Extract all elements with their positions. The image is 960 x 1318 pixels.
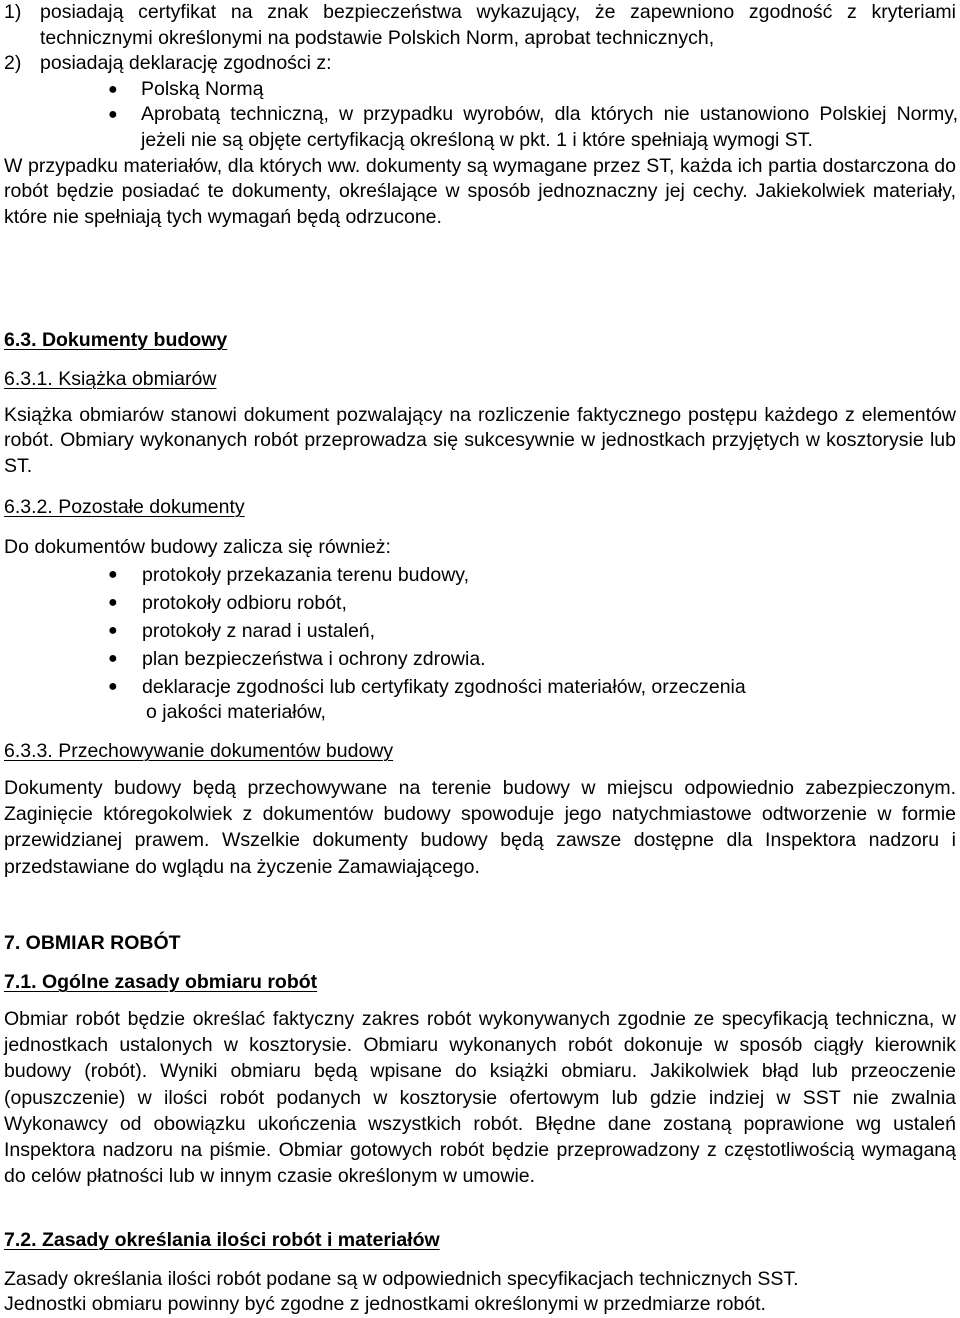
bullet-icon: ●: [108, 622, 118, 639]
list-item-text: posiadają deklarację zgodności z:: [40, 52, 332, 75]
bullet-icon: ●: [108, 106, 118, 124]
bullet-item: [4, 591, 956, 615]
list-number: 1): [4, 1, 22, 23]
section-heading-7-1: 7.1. Ogólne zasady obmiaru robót: [4, 971, 318, 993]
bullet-icon: ●: [108, 80, 118, 98]
paragraph: Do dokumentów budowy zalicza się również:: [4, 536, 391, 558]
bullet-text: plan bezpieczeństwa i ochrony zdrowia.: [142, 648, 486, 670]
chapter-heading-7: 7. OBMIAR ROBÓT: [4, 932, 181, 954]
bullet-text: protokoły przekazania terenu budowy,: [142, 564, 469, 586]
bullet-text-continued: o jakości materiałów,: [146, 701, 326, 723]
list-item-2: [4, 51, 956, 77]
bullet-item: [4, 563, 956, 587]
bullet-item: [4, 647, 956, 671]
paragraph: Obmiar robót będzie określać faktyczny zakres robót wykonywanych zgodnie ze specyfikacją techniczna, w jednostkach ustalonych w kosztorysie. Obmiaru wykonanych robót dokonuje w sposób ciągły kierownik budowy (robót). Wyniki obmiaru będą wpisane do książki obmiaru. Jakikolwiek błąd lub przeoczenie (opuszczenie) w ilości robót podanych w kosztorysie ofertowym lub gdzie indziej w SST nie zwalnia Wykonawcy od obowiązku ukończenia wszystkich robót. Błędne dane zostaną poprawione wg ustaleń Inspektora nadzoru na piśmie. Obmiar gotowych robót będzie przeprowadzony z częstotliwością wymaganą do celów płatności lub w innym czasie określonym w umowie.: [4, 1008, 956, 1188]
bullet-icon: ●: [108, 650, 118, 667]
bullet-icon: ●: [108, 678, 118, 695]
paragraph-line: Zasady określania ilości robót podane są w odpowiednich specyfikacjach technicznych SST.: [4, 1268, 799, 1290]
intro-section: [4, 0, 956, 230]
paragraph: W przypadku materiałów, dla których ww. dokumenty są wymagane przez ST, każda ich partia dostarczona do robót będzie posiadać te dokumenty, określające w sposób jednoznaczny jej cechy. Jakiekolwiek materiały, które nie spełniają tych wymagań będą odrzucone.: [4, 154, 956, 228]
section-heading-6-3: 6.3. Dokumenty budowy: [4, 329, 228, 351]
paragraph-line: Jednostki obmiaru powinny być zgodne z jednostkami określonymi w przedmiarze robót.: [4, 1293, 766, 1315]
list-item-1: [4, 0, 956, 51]
bullet-item: [4, 619, 956, 643]
section-heading-7-2: 7.2. Zasady określania ilości robót i materiałów: [4, 1229, 440, 1251]
section-heading-6-3-1: 6.3.1. Książka obmiarów: [4, 368, 217, 390]
bullet-text: Aprobatą techniczną, w przypadku wyrobów, dla których nie ustanowiono Polskiej Normy, jeżeli nie są objęte certyfikacją określoną w pkt. 1 i które spełniają wymogi ST.: [141, 103, 958, 151]
bullet-item: [4, 102, 958, 153]
bullet-item: [4, 77, 958, 103]
bullet-text: protokoły z narad i ustaleń,: [142, 620, 376, 642]
bullet-text: protokoły odbioru robót,: [142, 592, 347, 614]
section-heading-6-3-2: 6.3.2. Pozostałe dokumenty: [4, 496, 245, 518]
list-item-text: posiadają certyfikat na znak bezpieczeństwa wykazujący, że zapewniono zgodność z kryteriami technicznymi określonymi na podstawie Polskich Norm, aprobat technicznych,: [40, 1, 956, 49]
bullet-text: deklaracje zgodności lub certyfikaty zgodności materiałów, orzeczenia: [142, 676, 746, 698]
bullet-icon: ●: [108, 566, 118, 583]
paragraph: Dokumenty budowy będą przechowywane na terenie budowy w miejscu odpowiednio zabezpieczonym. Zaginięcie któregokolwiek z dokumentów budowy spowoduje jego natychmiastowe odtworzenie w formie przewidzianej prawem. Wszelkie dokumenty budowy będą zawsze dostępne dla Inspektora nadzoru i przedstawiane do wglądu na życzenie Zamawiającego.: [4, 777, 956, 878]
bullet-item: [4, 675, 956, 699]
bullet-icon: ●: [108, 594, 118, 611]
list-number: 2): [4, 52, 22, 75]
section-heading-6-3-3: 6.3.3. Przechowywanie dokumentów budowy: [4, 740, 394, 762]
bullet-text: Polską Normą: [141, 77, 264, 100]
paragraph: Książka obmiarów stanowi dokument pozwalający na rozliczenie faktycznego postępu każdego z elementów robót. Obmiary wykonanych robót przeprowadza się sukcesywnie w jednostkach przyjętych w kosztorysie lub ST.: [4, 404, 956, 477]
